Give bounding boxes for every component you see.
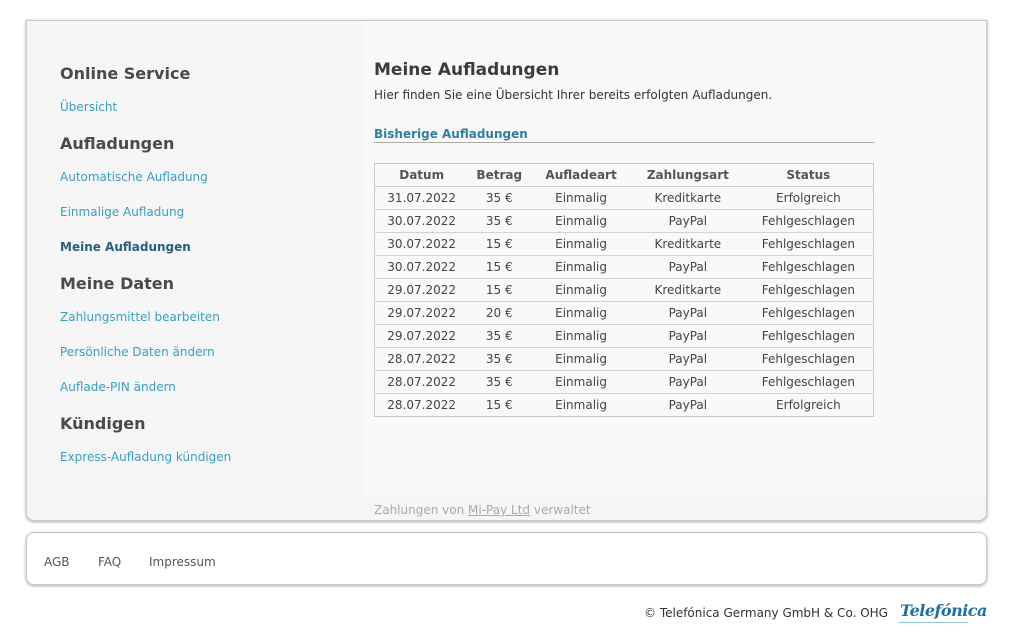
cell-amount: 15 €: [468, 233, 530, 256]
cell-payment: PayPal: [632, 210, 744, 233]
cell-status: Erfolgreich: [744, 187, 874, 210]
cell-date: 29.07.2022: [375, 302, 469, 325]
cell-type: Einmalig: [530, 279, 632, 302]
cell-amount: 35 €: [468, 325, 530, 348]
cell-payment: PayPal: [632, 394, 744, 417]
cell-status: Fehlgeschlagen: [744, 371, 874, 394]
cell-payment: PayPal: [632, 348, 744, 371]
table-body: [375, 187, 874, 417]
footnote-prefix: Zahlungen von: [374, 503, 465, 517]
table-row: [375, 279, 874, 302]
cell-status: Fehlgeschlagen: [744, 348, 874, 371]
cell-type: Einmalig: [530, 210, 632, 233]
content-area: [364, 21, 986, 497]
column-header-betrag: Betrag: [468, 164, 530, 187]
table-row: [375, 256, 874, 279]
cell-date: 28.07.2022: [375, 394, 469, 417]
sidebar-link-meine-aufladungen[interactable]: Meine Aufladungen: [60, 240, 191, 254]
footer-card: [26, 532, 987, 585]
column-header-zahlungsart: Zahlungsart: [632, 164, 744, 187]
cell-status: Fehlgeschlagen: [744, 302, 874, 325]
cell-amount: 20 €: [468, 302, 530, 325]
cell-type: Einmalig: [530, 187, 632, 210]
footer-link-agb[interactable]: AGB: [44, 555, 70, 569]
section-divider: [374, 142, 874, 143]
cell-type: Einmalig: [530, 394, 632, 417]
footer-link-faq[interactable]: FAQ: [98, 555, 122, 569]
table-row: [375, 210, 874, 233]
sidebar-link-persoenliche-daten[interactable]: Persönliche Daten ändern: [60, 345, 215, 359]
cell-payment: PayPal: [632, 325, 744, 348]
sidebar-link-einmalige-aufladung[interactable]: Einmalige Aufladung: [60, 205, 185, 219]
cell-status: Fehlgeschlagen: [744, 256, 874, 279]
cell-status: Fehlgeschlagen: [744, 325, 874, 348]
sidebar-link-auflade-pin[interactable]: Auflade-PIN ändern: [60, 380, 176, 394]
cell-payment: PayPal: [632, 371, 744, 394]
page-description: Hier finden Sie eine Übersicht Ihrer bereits erfolgten Aufladungen.: [374, 88, 773, 102]
cell-amount: 35 €: [468, 348, 530, 371]
cell-type: Einmalig: [530, 302, 632, 325]
cell-type: Einmalig: [530, 256, 632, 279]
cell-date: 31.07.2022: [375, 187, 469, 210]
cell-date: 29.07.2022: [375, 279, 469, 302]
cell-date: 28.07.2022: [375, 348, 469, 371]
cell-date: 29.07.2022: [375, 325, 469, 348]
cell-amount: 15 €: [468, 279, 530, 302]
cell-amount: 35 €: [468, 371, 530, 394]
cell-payment: PayPal: [632, 256, 744, 279]
payment-footnote: [374, 503, 591, 517]
cell-type: Einmalig: [530, 348, 632, 371]
cell-payment: Kreditkarte: [632, 187, 744, 210]
sidebar-heading-meine-daten: Meine Daten: [60, 274, 175, 293]
logo-underline: [898, 622, 968, 623]
cell-amount: 35 €: [468, 187, 530, 210]
sidebar-link-express-aufladung-kuendigen[interactable]: Express-Aufladung kündigen: [60, 450, 232, 464]
transactions-table: [374, 163, 874, 417]
sidebar-heading-online-service: Online Service: [60, 64, 191, 83]
cell-type: Einmalig: [530, 371, 632, 394]
cell-amount: 15 €: [468, 394, 530, 417]
cell-status: Fehlgeschlagen: [744, 279, 874, 302]
sidebar-link-zahlungsmittel-bearbeiten[interactable]: Zahlungsmittel bearbeiten: [60, 310, 220, 324]
telefonica-logo: Telefónica: [900, 601, 987, 620]
table-row: [375, 371, 874, 394]
sidebar-heading-kuendigen: Kündigen: [60, 414, 146, 433]
table-row: [375, 233, 874, 256]
table-row: [375, 325, 874, 348]
mi-pay-link[interactable]: Mi-Pay Ltd: [468, 503, 531, 517]
page-title: Meine Aufladungen: [374, 60, 560, 80]
sidebar-link-automatische-aufladung[interactable]: Automatische Aufladung: [60, 170, 208, 184]
cell-payment: PayPal: [632, 302, 744, 325]
cell-amount: 35 €: [468, 210, 530, 233]
cell-type: Einmalig: [530, 233, 632, 256]
footer-link-impressum[interactable]: Impressum: [149, 555, 216, 569]
table-header-row: [375, 164, 874, 187]
cell-payment: Kreditkarte: [632, 233, 744, 256]
cell-amount: 15 €: [468, 256, 530, 279]
cell-date: 28.07.2022: [375, 371, 469, 394]
cell-status: Fehlgeschlagen: [744, 210, 874, 233]
cell-type: Einmalig: [530, 325, 632, 348]
table-row: [375, 187, 874, 210]
sidebar-link-uebersicht[interactable]: Übersicht: [60, 100, 118, 114]
cell-date: 30.07.2022: [375, 233, 469, 256]
cell-date: 30.07.2022: [375, 210, 469, 233]
cell-status: Erfolgreich: [744, 394, 874, 417]
cell-date: 30.07.2022: [375, 256, 469, 279]
footnote-suffix: verwaltet: [533, 503, 591, 517]
table-row: [375, 394, 874, 417]
section-title: Bisherige Aufladungen: [374, 127, 528, 141]
sidebar: [27, 21, 364, 520]
sidebar-heading-aufladungen: Aufladungen: [60, 134, 175, 153]
cell-status: Fehlgeschlagen: [744, 233, 874, 256]
cell-payment: Kreditkarte: [632, 279, 744, 302]
column-header-datum: Datum: [375, 164, 469, 187]
copyright: © Telefónica Germany GmbH & Co. OHG: [644, 606, 888, 620]
column-header-status: Status: [744, 164, 874, 187]
table-row: [375, 348, 874, 371]
main-card: [26, 20, 987, 521]
column-header-aufladeart: Aufladeart: [530, 164, 632, 187]
table-row: [375, 302, 874, 325]
